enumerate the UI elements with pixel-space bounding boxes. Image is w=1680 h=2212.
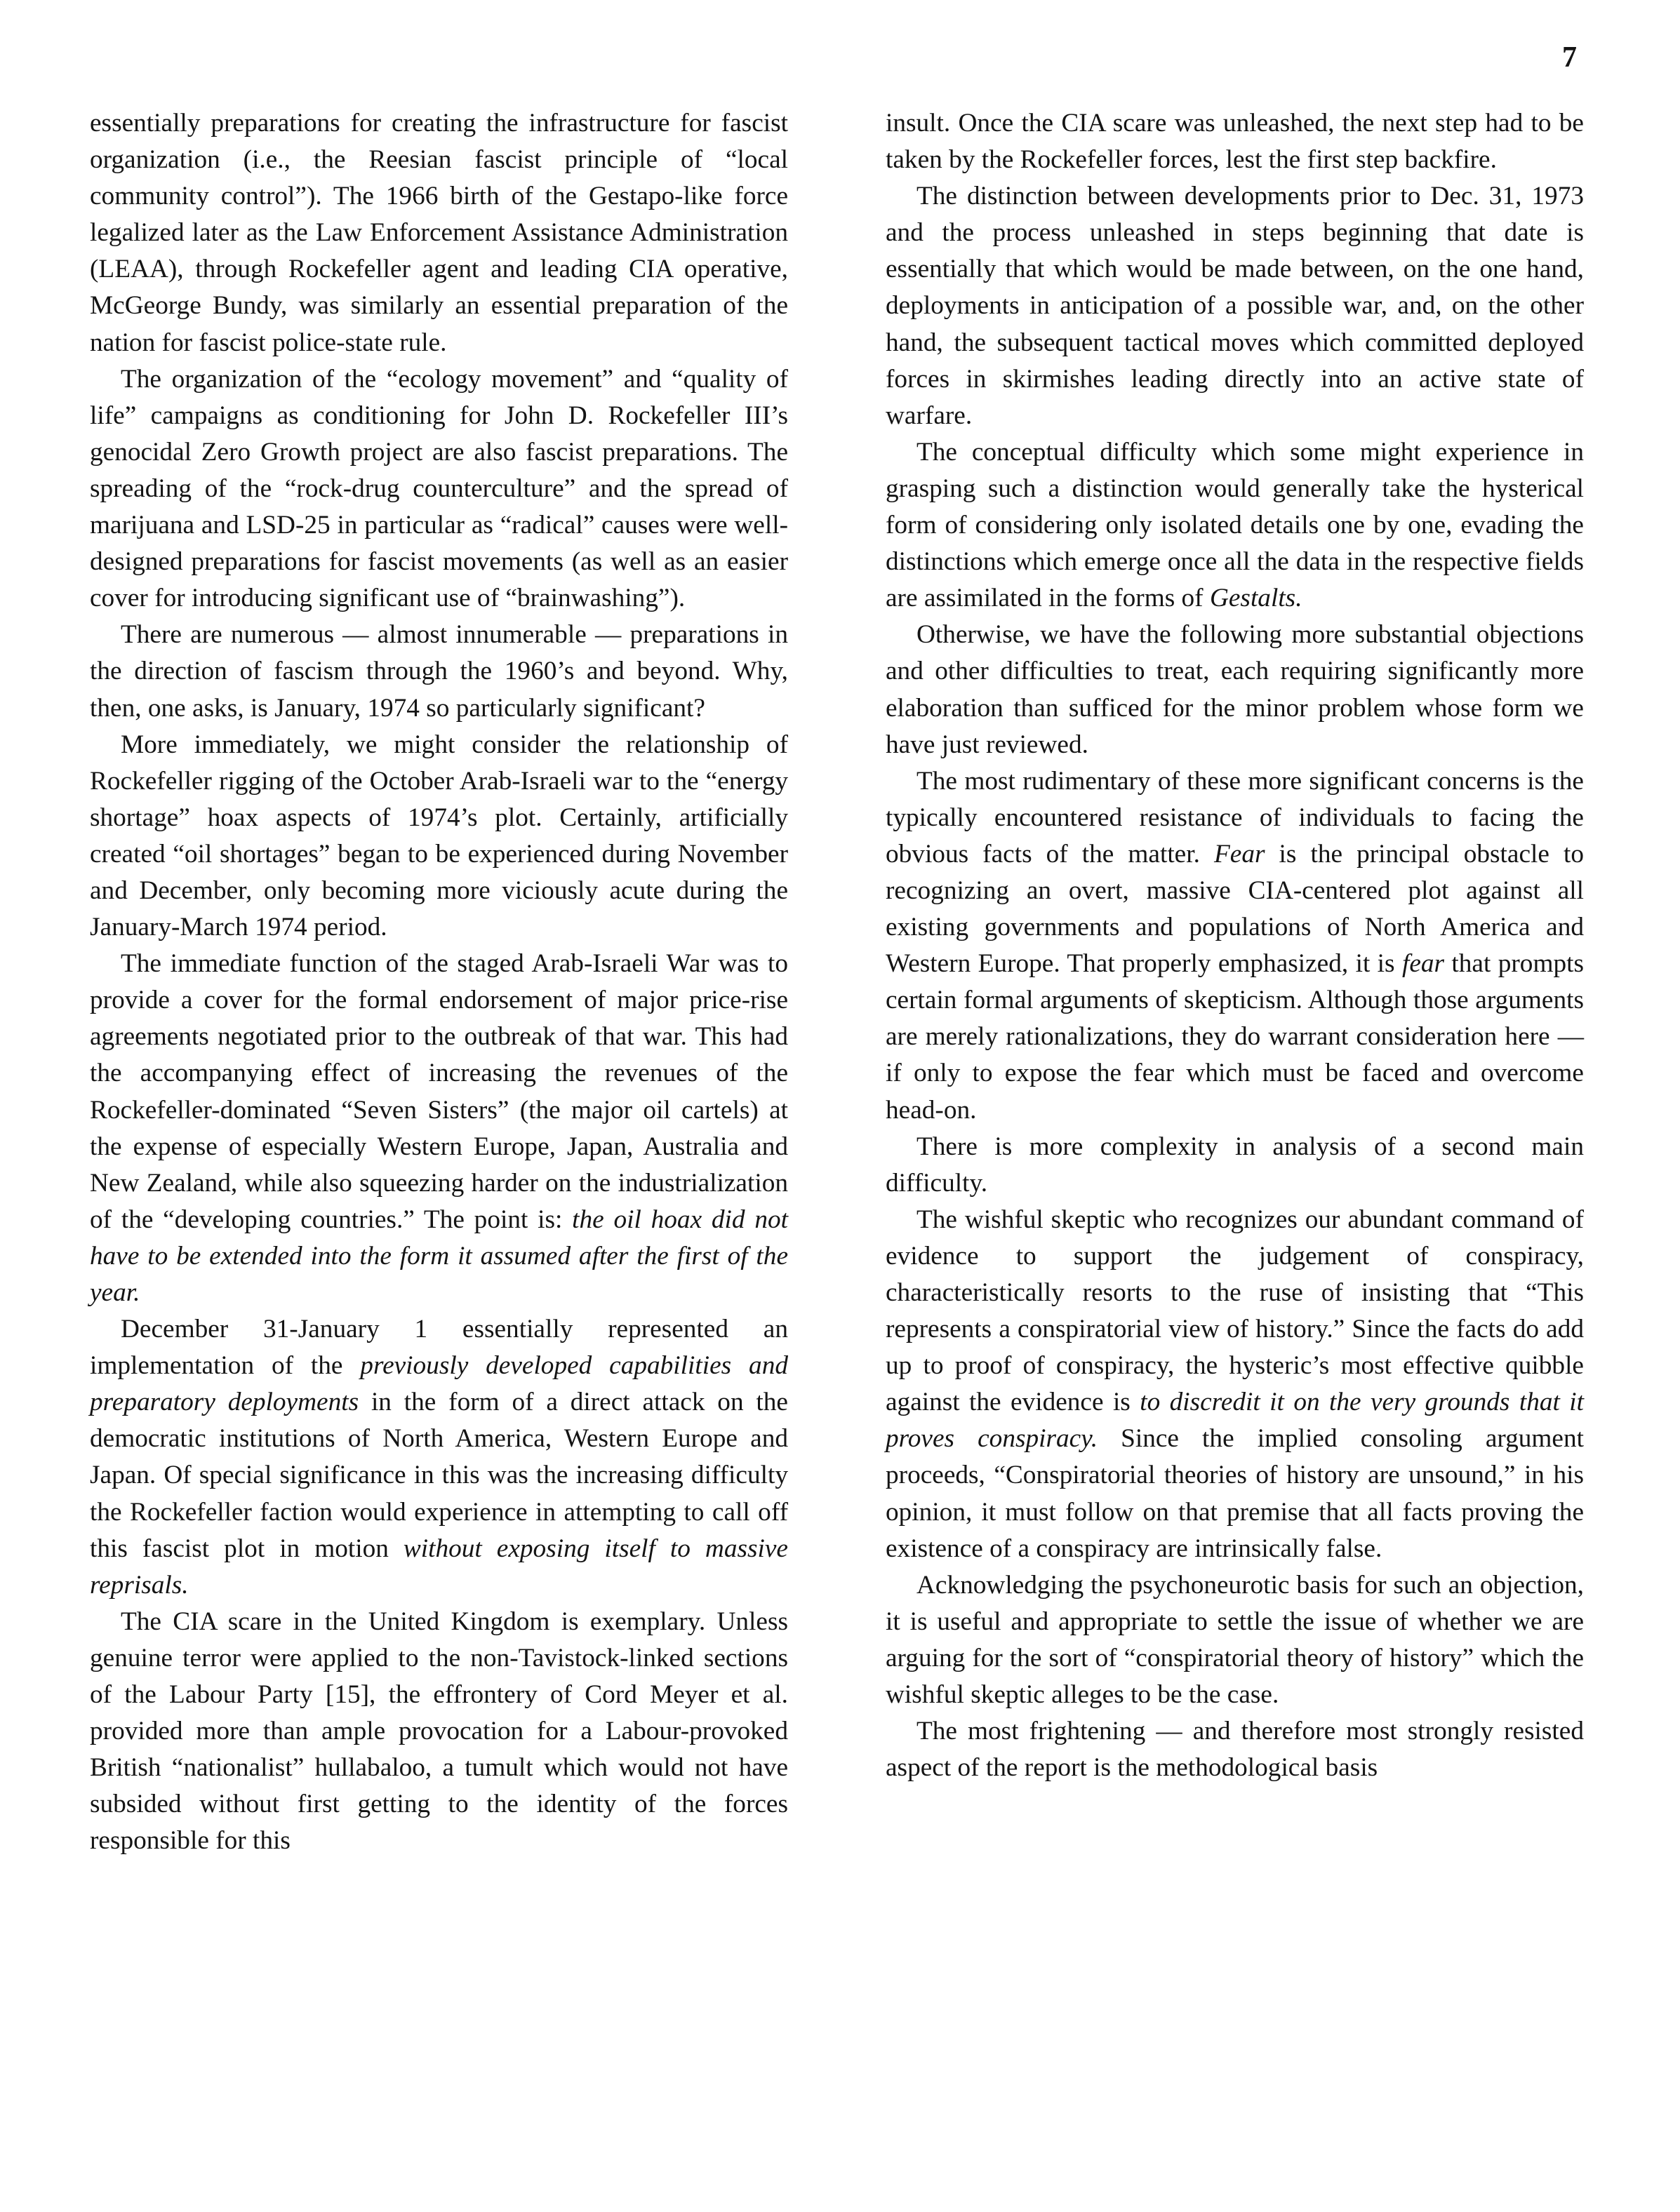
paragraph [886,1129,1584,1202]
text-run: is the principal obstacle to recognizing an overt, massive CIA-centered plot against all existing governments and populations of North America and Western Europe. That properly emphasized, it is [886,839,1584,979]
text-run: in the form of a direct attack on the democratic institutions of North America, Western Europe and Japan. Of special significance in this was the increasing difficulty the Rockefeller faction would experience in attempting to call off this fascist plot in motion [90,1388,788,1563]
paragraph [886,434,1584,617]
text-run: There are numerous — almost innumerable — preparations in the direction of fascism through the 1960’s and beyond. Why, then, one asks, is January, 1974 so particularly significant? [90,620,788,723]
text-run: The CIA scare in the United Kingdom is exemplary. Unless genuine terror were applied to the non-Tavistock-linked sections of the Labour Party [15], the effrontery of Cord Meyer et al. provided more than ample provocation for a Labour-provoked British “nationalist” hullabaloo, a tumult which would not have subsided without first getting to the identity of the forces responsible for this [90,1607,788,1856]
emphasized-text: to discredit it on the very grounds that it proves conspiracy. [886,1388,1584,1454]
text-run: There is more complexity in analysis of a second main difficulty. [886,1132,1584,1198]
text-run: insult. Once the CIA scare was unleashed, the next step had to be taken by the Rockefeller forces, lest the first step backfire. [886,109,1584,175]
emphasized-text: previously developed capabilities and preparatory deployments [90,1351,788,1417]
text-run: The conceptual difficulty which some might experience in grasping such a distinction would generally take the hysterical form of considering only isolated details one by one, evading the distinctions which emerge once all the data in the respective fields are assimilated in the forms of [886,437,1584,613]
text-run: The distinction between developments prior to Dec. 31, 1973 and the process unleashed in steps beginning that date is essentially that which would be made between, on the one hand, deployments in anticipation of a possible war, and, on the other hand, the subsequent tactical moves which committed deployed forces in skirmishes leading directly into an active state of warfare. [886,182,1584,430]
paragraph [90,946,788,1311]
left-column [90,105,788,1860]
paragraph [886,617,1584,763]
text-run: The immediate function of the staged Arab-Israeli War was to provide a cover for the formal endorsement of major price-rise agreements negotiated prior to the outbreak of that war. This had the accompanying effect of increasing the revenues of the Rockefeller-dominated “Seven Sisters” (the major oil cartels) at the expense of especially Western Europe, Japan, Australia and New Zealand, while also squeezing harder on the industrialization of the “developing countries.” The point is: [90,949,788,1234]
paragraph [90,617,788,726]
text-run: The wishful skeptic who recognizes our abundant command of evidence to support the judgement of conspiracy, characteristically resorts to the ruse of insisting that “This represents a conspiratorial view of history.” Since the facts do add up to proof of conspiracy, the hysteric’s most effective quibble against the evidence is [886,1205,1584,1417]
text-run: The organization of the “ecology movement” and “quality of life” campaigns as conditioning for John D. Rockefeller III’s genocidal Zero Growth project are also fascist preparations. The spreading of the “rock-drug counterculture” and the spread of marijuana and LSD-25 in particular as “radical” causes were well-designed preparations for fascist movements (as well as an easier cover for introducing significant use of “brainwashing”). [90,364,788,613]
text-run: More immediately, we might consider the relationship of Rockefeller rigging of the October Arab-Israeli war to the “energy shortage” hoax aspects of 1974’s plot. Certainly, artificially created “oil shortages” began to be experienced during November and December, only becoming more viciously acute during the January-March 1974 period. [90,730,788,942]
text-run: December 31-January 1 essentially represented an implementation of the [90,1315,788,1381]
paragraph [90,1311,788,1604]
emphasized-text: without exposing itself to massive reprisals. [90,1534,788,1600]
text-run: Since the implied consoling argument proceeds, “Conspiratorial theories of history are unsound,” in his opinion, it must follow on that premise that all facts proving the existence of a conspiracy are intrinsically false. [886,1424,1584,1563]
text-run: essentially preparations for creating the infrastructure for fascist organization (i.e., the Reesian fascist principle of “local community control”). The 1966 birth of the Gestapo-like force legalized later as the Law Enforcement Assistance Administration (LEAA), through Rockefeller agent and leading CIA operative, McGeorge Bundy, was similarly an essential preparation of the nation for fascist police-state rule. [90,109,788,357]
emphasized-text: Fear [1213,839,1265,869]
paragraph [90,361,788,617]
paragraph [886,105,1584,178]
text-run: Otherwise, we have the following more substantial objections and other difficulties to treat, each requiring significantly more elaboration than sufficed for the minor problem whose form we have just reviewed. [886,620,1584,759]
paragraph [886,178,1584,434]
text-run: The most frightening — and therefore most strongly resisted aspect of the report is the methodological basis [886,1717,1584,1783]
text-run: Acknowledging the psychoneurotic basis for such an objection, it is useful and appropriate to settle the issue of whether we are arguing for the sort of “conspiratorial theory of history” which the wishful skeptic alleges to be the case. [886,1570,1584,1710]
paragraph [90,1604,788,1860]
paragraph [90,727,788,946]
text-run: that prompts certain formal arguments of skepticism. Although those arguments are merely rationalizations, they do warrant consideration here — if only to expose the fear which must be faced and overcome head-on. [886,949,1584,1125]
page-number: 7 [1562,41,1577,74]
emphasized-text: fear [1401,949,1445,979]
paragraph [90,105,788,361]
emphasized-text: Gestalts. [1209,584,1302,613]
emphasized-text: the oil hoax did not have to be extended into the form it assumed after the first of the year. [90,1205,788,1307]
paragraph [886,1713,1584,1786]
paragraph [886,1202,1584,1567]
right-column [886,105,1584,1786]
paragraph [886,1567,1584,1713]
text-run: The most rudimentary of these more significant concerns is the typically encountered resistance of individuals to facing the obvious facts of the matter. [886,766,1584,869]
paragraph [886,763,1584,1129]
